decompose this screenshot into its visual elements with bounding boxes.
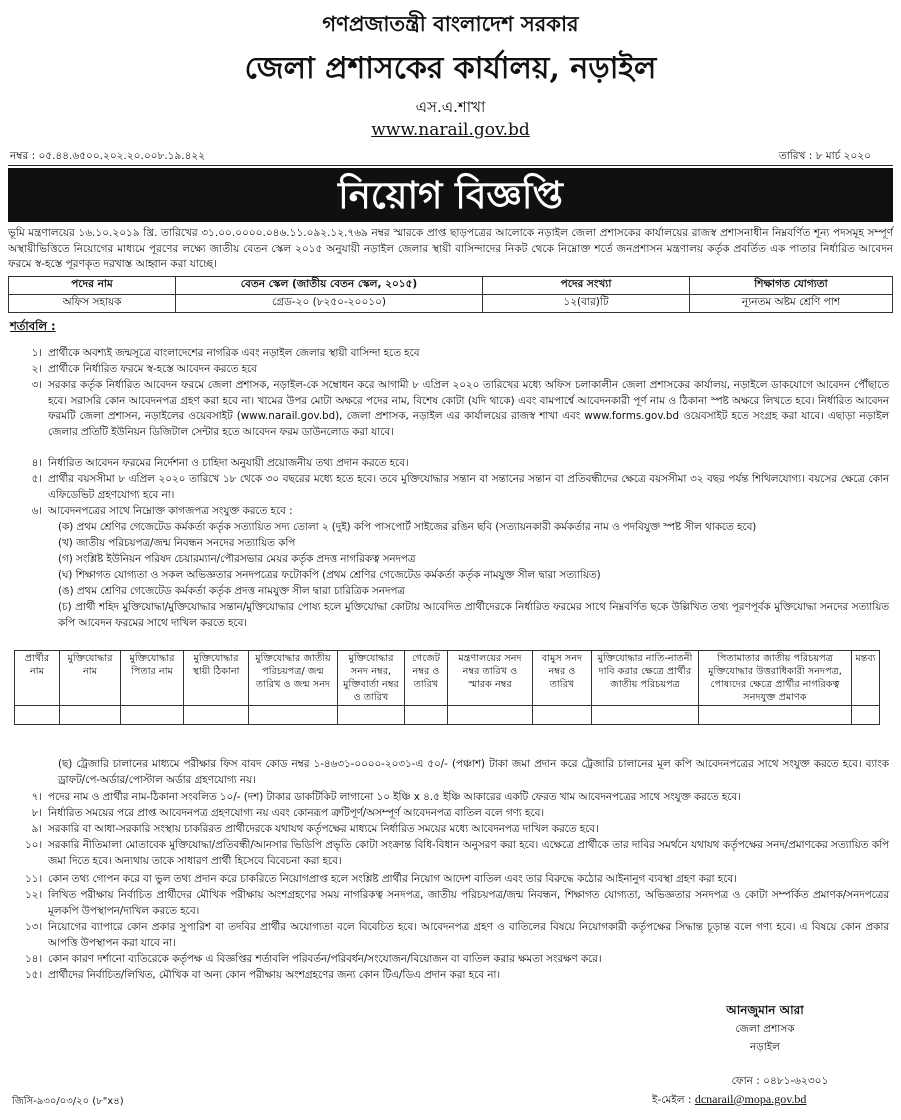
header-cell: মন্ত্রণালয়ের সনদ নম্বর তারিখ ও স্মারক নম্বর [448, 651, 533, 706]
condition-item: ৫। প্রার্থীর বয়সসীমা ৮ এপ্রিল ২০২০ তারিখে ১৮ থেকে ৩০ বছরের মধ্যে হতে হবে। তবে মুক্তিযোদ্ধার সন্তান বা সন্তানের সন্তান বা প্রতিবন্ধীদের ক্ষেত্রে বয়সসীমা ৩২ বছর পর্যন্ত শিথিলযোগ্য। বয়সের ক্ষেত্রে কোন এফিডেভিট গ্রহণযোগ্য হবে না। [31, 473, 889, 501]
freedom-fighter-table-empty-row [15, 706, 880, 725]
header-cell: প্রার্থীর নাম [15, 651, 60, 706]
document-item: (ঘ) শিক্ষাগত যোগ্যতা ও সকল অভিজ্ঞতার সনদপত্রের ফটোকপি (প্রথম শ্রেণির গেজেটেড কর্মকর্তা কর্তৃক নামযুক্ত সীল দ্বারা সত্যায়িত) [58, 569, 601, 581]
post-table [8, 276, 893, 313]
condition-item: ১৫। প্রার্থীদের নির্বাচিত/লিখিত, মৌখিক বা অন্য কোন পরীক্ষায় অংশগ্রহণের জন্য কোন টিএ/ডিএ প্রদান করা হবে না। [24, 969, 501, 981]
condition-item: ৪। নির্ধারিত আবেদন ফরমের নির্দেশনা ও চাহিদা অনুযায়ী প্রয়োজনীয় তথ্য প্রদান করতে হবে। [31, 457, 409, 469]
document-item: (চ) প্রার্থী শহিদ মুক্তিযোদ্ধা/মুক্তিযোদ্ধার সন্তান/মুক্তিযোদ্ধার পোষ্য হলে মুক্তিযোদ্ধা কোটায় আবেদিত প্রার্থীদেরকে নির্ধারিত ফরমের সাথে নিম্নবর্ণিত ছকে উল্লিখিত তথ্য পূরণপূর্বক মুক্তিযোদ্ধা সনদের সত্যায়িত কপি আবেদন ফরমের সাথে দাখিল করতে হবে। [58, 601, 889, 629]
freedom-fighter-table [14, 650, 880, 725]
post-table-row [9, 295, 893, 313]
condition-item: ১। প্রার্থীকে অবশ্যই জন্মসূত্রে বাংলাদেশের নাগরিক এবং নড়াইল জেলার স্থায়ী বাসিন্দা হতে হবে [31, 347, 420, 359]
condition-item: ১৩। নিয়োগের ব্যাপারে কোন প্রকার সুপারিশ বা তদবির প্রার্থীর অযোগ্যতা বলে বিবেচিত হবে। আবেদনপত্র গ্রহণ ও বাতিলের বিষয়ে নিয়োগকারী কর্তৃপক্ষের সিদ্ধান্ত চূড়ান্ত বলে গণ্য হবে। এ বিষয়ে কোন প্রকার আপত্তি উপস্থাপন করা যাবে না। [24, 921, 889, 949]
condition-item: ৯। সরকারি বা আধা-সরকারি সংস্থায় চাকরিরত প্রার্থীদেরকে যথাযথ কর্তৃপক্ষের মাধ্যমে নির্ধারিত সময়ের মধ্যে আবেদনপত্র দাখিল করতে হবে। [31, 823, 599, 835]
post-name-cell: অফিস সহায়ক [9, 295, 176, 313]
header-divider [8, 165, 893, 166]
condition-item: ১০। সরকারি নীতিমালা মোতাবেক মুক্তিযোদ্ধা/প্রতিবন্ধী/আনসার ভিডিপি প্রভৃতি কোটা সংক্রান্ত বিধি-বিধান অনুসরণ করা হবে। এক্ষেত্রে প্রার্থীকে তার দাবির সমর্থনে যথাযথ কর্তৃপক্ষের সনদ/প্রমাণকের সত্যায়িত কপি জমা দিতে হবে। অন্যথায় তাকে সাধারণ প্রার্থী হিসেবে বিবেচনা করা হবে। [24, 839, 889, 867]
header-cell: গেজেট নম্বর ও তারিখ [405, 651, 448, 706]
header-cell: পদের নাম [9, 277, 176, 295]
condition-item: ৩। সরকার কর্তৃক নির্ধারিত আবেদন ফরমে জেলা প্রশাসক, নড়াইল-কে সম্বোধন করে আগামী ৮ এপ্রিল ২০২০ তারিখের মধ্যে অফিস চলাকালীন জেলা প্রশাসকের কার্যালয়, নড়াইলে ডাকযোগে আবেদন পৌঁছাতে হবে। সরাসরি কোন আবেদনপত্র গ্রহণ করা হবে না। খামের উপর মোটা অক্ষরে পদের নাম, বিশেষ কোটা (যদি থাকে) এবং বামপার্শ্বে আবেদনকারী পূর্ণ নাম ও ঠিকানা স্পষ্ট অক্ষরে লিখতে হবে। নির্ধারিত আবেদন ফরমটি জেলা প্রশাসন, নড়াইলের ওয়েবসাইট (www.narail.gov.bd), জেলা প্রশাসক, নড়াইল এর কার্যালয়ের রাজস্ব শাখা এবং www.forms.gov.bd ওয়েবসাইট হতে সংগ্রহ করা যাবে। এছাড়া নড়াইল জেলার প্রতিটি ইউনিয়ন ডিজিটাল সেন্টার হতে আবেদন ফরম ডাউনলোড করা যাবে। [31, 379, 889, 438]
header-cell: পদের সংখ্যা [483, 277, 690, 295]
print-code: জিসি-৯৩০/০৩/২০ (৮"x৪) [12, 1096, 124, 1107]
conditions-heading: শর্তাবলি : [10, 319, 56, 333]
memo-number: নম্বর : ০৫.৪৪.৬৫০০.২০২.২০.০০৮.১৯.৪২২ [10, 150, 206, 162]
post-count-cell: ১২(বার)টি [483, 295, 690, 313]
email-link[interactable]: dcnarail@mopa.gov.bd [694, 1092, 807, 1106]
header-cell: মন্তব্য [852, 651, 880, 706]
signatory-name: আনজুমান আরা [726, 1003, 804, 1017]
government-name: গণপ্রজাতন্ত্রী বাংলাদেশ সরকার [322, 11, 579, 36]
email-label: ই-মেইল : [652, 1094, 692, 1106]
issue-date: তারিখ : ৮ মার্চ ২০২০ [778, 150, 871, 162]
header-cell: মুক্তিযোদ্ধার স্থায়ী ঠিকানা [184, 651, 249, 706]
header-cell: মুক্তিযোদ্ধার পিতার নাম [121, 651, 184, 706]
signatory-district: নড়াইল [749, 1041, 781, 1053]
condition-item: ১১। কোন তথ্য গোপন করে বা ভুল তথ্য প্রদান করে চাকরিতে নিয়োগপ্রাপ্ত হলে সংশ্লিষ্ট প্রার্থীর নিয়োগ আদেশ বাতিল এবং তার বিরুদ্ধে কঠোর আইনানুগ ব্যবস্থা গ্রহণ করা হবে। [24, 873, 737, 885]
condition-item: ৬। আবেদনপত্রের সাথে নিম্নোক্ত কাগজপত্র সংযুক্ত করতে হবে : [31, 505, 293, 517]
condition-item: ৭। পদের নাম ও প্রার্থীর নাম-ঠিকানা সংবলিত ১০/- (দশ) টাকার ডাকটিকিট লাগানো ১০ ইঞ্চি x ৪.৫ ইঞ্চি আকারের একটি ফেরত খাম আবেদনপত্রের সাথে সংযুক্ত করতে হবে। [31, 791, 741, 803]
condition-item: ১৪। কোন কারণ দর্শানো ব্যতিরেকে কর্তৃপক্ষ এ বিজ্ঞপ্তির শর্তাবলি পরিবর্তন/পরিবর্ধন/সংযোজন/বিয়োজন বা বাতিল করার ক্ষমতা সংরক্ষণ করে। [24, 953, 602, 965]
notice-title-banner: নিয়োগ বিজ্ঞপ্তি [8, 168, 893, 222]
header-cell: মুক্তিযোদ্ধার নাতি-নাতনী দাবি করার ক্ষেত্রে প্রার্থীর জাতীয় পরিচয়পত্র [592, 651, 699, 706]
freedom-fighter-table-header [15, 651, 880, 706]
condition-item: ৮। নির্ধারিত সময়ের পরে প্রাপ্ত আবেদনপত্র গ্রহণযোগ্য নয় এবং কোনরূপ ত্রুটিপূর্ণ/অসম্পূর্ণ আবেদনপত্র বাতিল বলে গণ্য হবে। [31, 807, 545, 819]
document-item: (ক) প্রথম শ্রেণির গেজেটেড কর্মকর্তা কর্তৃক সত্যায়িত সদ্য তোলা ২ (দুই) কপি পাসপোর্ট সাইজের রঙিন ছবি (সত্যায়নকারী কর্মকর্তার নাম ও পদবিযুক্ত স্পষ্ট সীল থাকতে হবে) [58, 521, 757, 533]
signatory-designation: জেলা প্রশাসক [735, 1023, 795, 1035]
post-table-header [9, 277, 893, 295]
email-line [652, 1092, 806, 1110]
header-cell: মুক্তিযোদ্ধার জাতীয় পরিচয়পত্র/ জন্ম তারিখ ও জন্ম সনদ [249, 651, 338, 706]
document-item: (ঙ) প্রথম শ্রেণির গেজেটেড কর্মকর্তা কর্তৃক প্রদত্ত নামযুক্ত সীল দ্বারা চারিত্রিক সনদপত্র [58, 585, 405, 597]
header-cell: বেতন স্কেল (জাতীয় বেতন স্কেল, ২০১৫) [176, 277, 483, 295]
office-name: জেলা প্রশাসকের কার্যালয়, নড়াইল [244, 51, 657, 86]
condition-item: ২। প্রার্থীকে নির্ধারিত ফরমে স্ব-হস্তে আবেদন করতে হবে [31, 363, 257, 375]
phone-number: ফোন : ০৪৮১-৬২৩০১ [731, 1075, 829, 1087]
document-item: (ছ) ট্রেজারি চালানের মাধ্যমে পরীক্ষার ফিস বাবদ কোড নম্বর ১-৪৬৩১-০০০০-২০৩১-এ ৫০/- (পঞ্চাশ) টাকা জমা প্রদান করে ট্রেজারি চালানের মূল কপি আবেদনপত্রের সাথে সংযুক্ত করতে হবে। ব্যাংক ড্রাফট/পে-অর্ডার/পোস্টাল অর্ডার গ্রহণযোগ্য নয়। [58, 758, 889, 786]
document-item: (গ) সংশ্লিষ্ট ইউনিয়ন পরিষদ চেয়ারম্যান/পৌরসভার মেয়র কর্তৃক প্রদত্ত নাগরিকত্ব সনদপত্র [58, 553, 416, 565]
header-cell: শিক্ষাগত যোগ্যতা [690, 277, 893, 295]
branch-name: এস.এ.শাখা [415, 98, 486, 116]
website-link[interactable]: www.narail.gov.bd [371, 120, 530, 140]
qualification-cell: ন্যূনতম অষ্টম শ্রেণি পাশ [690, 295, 893, 313]
header-cell: মুক্তিযোদ্ধার সনদ নম্বর, মুক্তিবার্তা নম্বর ও তারিখ [338, 651, 405, 706]
header-cell: পিতামাতার জাতীয় পরিচয়পত্র মুক্তিযোদ্ধার উত্তরাধিকারী সনদপত্র, পোষ্যদের ক্ষেত্রে প্রার্থীর নাগরিকত্ব সনদযুক্ত প্রমাণক [699, 651, 852, 706]
header-cell: বামুস সনদ নম্বর ও তারিখ [533, 651, 592, 706]
intro-paragraph: ভূমি মন্ত্রণালয়ের ১৬.১০.২০১৯ খ্রি. তারিখের ৩১.০০.০০০০.০৪৬.১১.০৯২.১২.৭৬৯ নম্বর স্মারকে প্রাপ্ত ছাড়পত্রের আলোকে নড়াইল জেলা প্রশাসকের কার্যালয়ের রাজস্ব প্রশাসনাধীন নিম্নবর্ণিত শূন্য পদসমূহ সম্পূর্ণ অস্থায়ীভিত্তিতে নিয়োগের মাধ্যমে পূরণের লক্ষ্যে জাতীয় বেতন স্কেল ২০১৫ অনুযায়ী নড়াইল জেলার স্থায়ী বাসিন্দাদের নিকট থেকে নিম্নোক্ত শর্তে জনপ্রশাসন মন্ত্রণালয় কর্তৃক প্রবর্তিত এক পাতার নির্ধারিত আবেদন ফরমে স্ব-হস্তে পূরণকৃত দরখাস্ত আহ্বান করা যাচ্ছে। [8, 227, 893, 270]
pay-scale-cell: গ্রেড-২০ (৮২৫০-২০০১০) [176, 295, 483, 313]
header-cell: মুক্তিযোদ্ধার নাম [60, 651, 121, 706]
condition-item: ১২। লিখিত পরীক্ষায় নির্বাচিত প্রার্থীদের মৌখিক পরীক্ষায় অংশগ্রহণের সময় নাগরিকত্ব সনদপত্র, জাতীয় পরিচয়পত্র/জন্ম নিবন্ধন, শিক্ষাগত যোগ্যতা, অভিজ্ঞতার সনদপত্র ও কোটা সম্পর্কিত প্রমাণক/সনদপত্রের মূলকপি উপস্থাপন/দাখিল করতে হবে। [24, 889, 889, 917]
document-item: (খ) জাতীয় পরিচয়পত্র/জন্ম নিবন্ধন সনদের সত্যায়িত কপি [58, 537, 296, 549]
